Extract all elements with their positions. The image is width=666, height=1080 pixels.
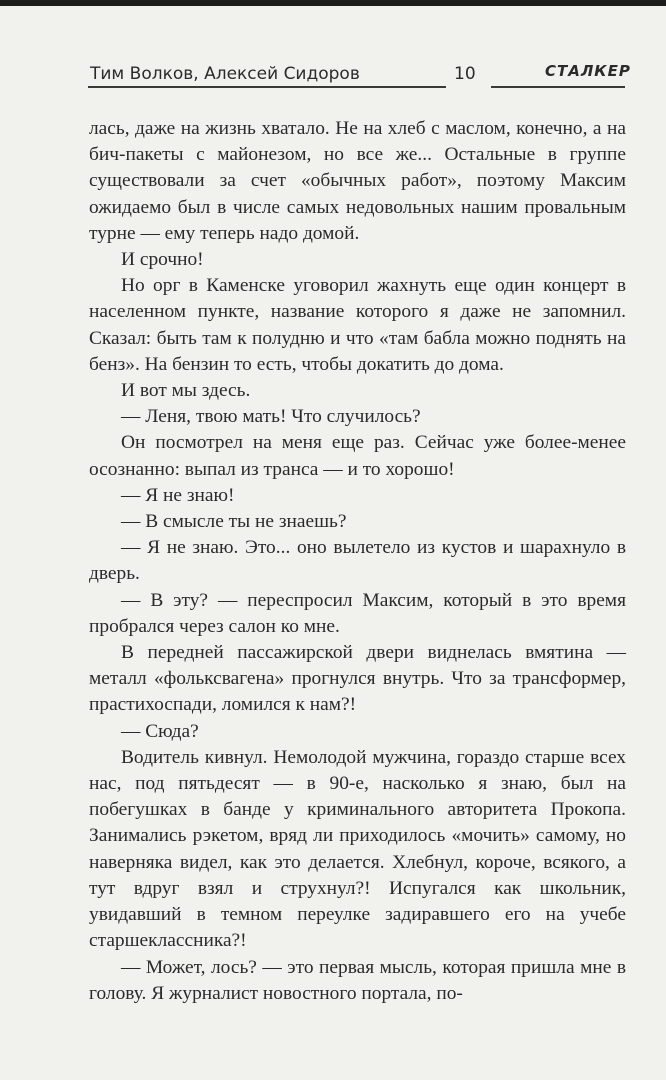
paragraph: — В смысле ты не знаешь? (121, 511, 347, 533)
paragraph: — В эту? — переспросил Максим, который в это время пробрался через салон ко мне. (89, 589, 626, 637)
paragraph: — Леня, твою мать! Что случилось? (121, 406, 421, 428)
book-page (0, 6, 666, 1080)
running-header (0, 6, 666, 96)
header-authors: Тим Волков, Алексей Сидоров (90, 64, 360, 84)
paragraph: — Я не знаю. Это... оно вылетело из кустов и шарахнуло в дверь. (89, 537, 626, 585)
body-text (89, 116, 626, 1007)
paragraph: — Я не знаю! (121, 484, 235, 506)
header-rule-left (88, 86, 446, 88)
paragraph: Он посмотрел на меня еще раз. Сейчас уже более-менее осознанно: выпал из транса — и то хорошо! (89, 432, 626, 480)
page-number: 10 (454, 64, 476, 84)
header-rule-right (491, 86, 625, 88)
paragraph: И срочно! (121, 249, 204, 271)
paragraph: И вот мы здесь. (121, 380, 251, 402)
series-title: СТАЛКЕР (545, 62, 631, 80)
paragraph: Но орг в Каменске уговорил жахнуть еще один концерт в населенном пункте, название которого я даже не запомнил. Сказал: быть там к полудню и что «там бабла можно поднять на бенз». На бензин то есть, чтобы докатить до дома. (89, 275, 626, 375)
paragraph: В передней пассажирской двери виднелась вмятина — металл «фольксвагена» прогнулся внутрь. Что за трансформер, прастихоспади, ломился к нам?! (89, 642, 626, 716)
paragraph: — Может, лось? — это первая мысль, которая пришла мне в голову. Я журналист новостного портала, по- (89, 956, 626, 1004)
paragraph: лась, даже на жизнь хватало. Не на хлеб с маслом, конечно, а на бич-пакеты с майонезом, но все же... Остальные в группе существовали за счет «обычных работ», поэтому Максим ожидаемо был в числе самых недовольных нашим провальным турне — ему теперь надо домой. (89, 118, 626, 244)
paragraph: — Сюда? (121, 720, 199, 742)
paragraph: Водитель кивнул. Немолодой мужчина, гораздо старше всех нас, под пятьдесят — в 90-е, насколько я знаю, был на побегушках в банде у криминального авторитета Прокопа. Занимались рэкетом, вряд ли приходилось «мочить» самому, но наверняка видел, как это делается. Хлебнул, короче, всякого, а тут вдруг взял и струхнул?! Испугался как школьник, увидавший в темном переулке задиравшего его на учебе старшеклассника?! (89, 746, 626, 952)
